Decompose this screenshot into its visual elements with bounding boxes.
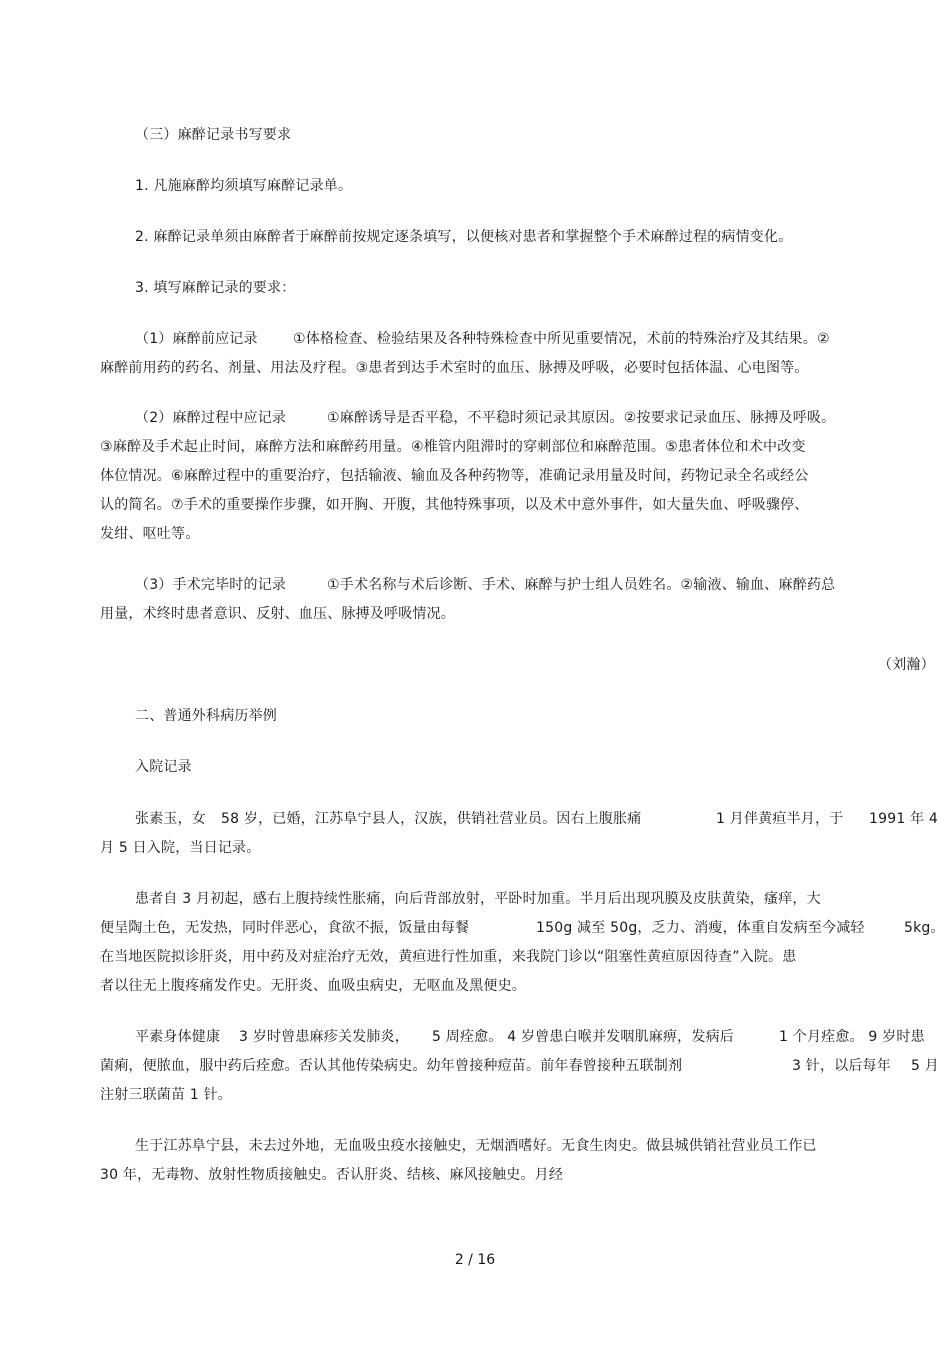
paragraph-line: 麻醉前用药的药名、剂量、用法及疗程。③患者到达手术室时的血压、脉搏及呼吸，必要时包括体温、心电图等。 — [100, 360, 809, 376]
text-segment: 1 个月痊愈。 9 岁时患 — [779, 1029, 925, 1045]
author-signature: （刘瀚） — [878, 657, 935, 673]
text-segment: 3 针，以后每年 — [792, 1058, 891, 1074]
paragraph-line: 用量，术终时患者意识、反射、血压、脉搏及呼吸情况。 — [100, 606, 455, 622]
text-segment: 菌痢，便脓血，服中药后痊愈。否认其他传染病史。幼年曾接种痘苗。前年春曾接种五联制剂 — [100, 1058, 683, 1074]
paragraph-line: 患者自 3 月初起，感右上腹持续性胀痛，向后背部放射，平卧时加重。半月后出现巩膜及皮肤黄染，瘙痒，大 — [135, 891, 821, 907]
text-segment: 1 月伴黄疸半月，于 — [716, 811, 844, 827]
text-segment: 平素身体健康 — [135, 1029, 221, 1045]
text-segment: 1991 年 4 — [869, 811, 939, 827]
text-segment: 5 周痊愈。 4 岁曾患白喉并发咽肌麻痹，发病后 — [432, 1029, 734, 1045]
paragraph-line: ①麻醉诱导是否平稳，不平稳时须记录其原因。②按要求记录血压、脉搏及呼吸。 — [327, 410, 836, 426]
paragraph-line: 者以往无上腹疼痛发作史。无肝炎、血吸虫病史，无呕血及黑便史。 — [100, 978, 526, 994]
paragraph-line: 发绀、呕吐等。 — [100, 526, 200, 542]
sub-item-label: （2）麻醉过程中应记录 — [135, 410, 287, 426]
text-segment: 张素玉，女 — [135, 811, 206, 827]
text-segment: 便呈陶土色，无发热，同时伴恶心，食欲不振，饭量由每餐 — [100, 920, 470, 936]
text-segment: 5 月 — [911, 1058, 939, 1074]
text-segment: 150g 减至 50g，乏力、消瘦，体重自发病至今减轻 — [536, 920, 865, 936]
sub-item-label: （3）手术完毕时的记录 — [135, 577, 287, 593]
paragraph-line: 生于江苏阜宁县，未去过外地，无血吸虫疫水接触史，无烟酒嗜好。无食生肉史。做县城供销社营业员工作已 — [135, 1138, 817, 1154]
text-segment: 3 岁时曾患麻疹关发肺炎， — [239, 1029, 409, 1045]
text-segment: 5kg。 — [904, 920, 945, 936]
list-item: 1. 凡施麻醉均须填写麻醉记录单。 — [135, 178, 353, 194]
sub-item-label: （1）麻醉前应记录 — [135, 331, 258, 347]
paragraph-line: 在当地医院拟诊肝炎，用中药及对症治疗无效，黄疸进行性加重，来我院门诊以“阻塞性黄疸原因待查”入院。患 — [100, 949, 797, 965]
list-item: 2. 麻醉记录单须由麻醉者于麻醉前按规定逐条填写，以便核对患者和掌握整个手术麻醉过程的病情变化。 — [135, 229, 793, 245]
paragraph-line: 体位情况。⑥麻醉过程中的重要治疗，包括输液、输血及各种药物等，准确记录用量及时间，药物记录全名或经公 — [100, 468, 809, 484]
paragraph-line: ①手术名称与术后诊断、手术、麻醉与护士组人员姓名。②输液、输血、麻醉药总 — [327, 577, 836, 593]
record-title: 入院记录 — [135, 759, 192, 775]
paragraph-line: 注射三联菌苗 1 针。 — [100, 1087, 233, 1103]
list-item: 3. 填写麻醉记录的要求： — [135, 280, 296, 296]
section-heading: （三）麻醉记录书写要求 — [135, 127, 292, 143]
paragraph-line: 月 5 日入院，当日记录。 — [100, 840, 261, 856]
paragraph-line: 30 年，无毒物、放射性物质接触史。否认肝炎、结核、麻风接触史。月经 — [100, 1167, 564, 1183]
paragraph-line: ①体格检查、检验结果及各种特殊检查中所见重要情况，术前的特殊治疗及其结果。② — [293, 331, 830, 347]
page-number: 2 / 16 — [454, 1252, 496, 1268]
paragraph-line: ③麻醉及手术起止时间，麻醉方法和麻醉药用量。④椎管内阻滞时的穿刺部位和麻醉范围。⑤患者体位和术中改变 — [100, 439, 806, 455]
section-heading: 二、普通外科病历举例 — [135, 708, 277, 724]
paragraph-line: 认的简名。⑦手术的重要操作步骤，如开胸、开腹，其他特殊事项，以及术中意外事件，如大量失血、呼吸骤停、 — [100, 497, 809, 513]
text-segment: 58 岁，已婚，江苏阜宁县人，汉族，供销社营业员。因右上腹胀痛 — [221, 811, 642, 827]
